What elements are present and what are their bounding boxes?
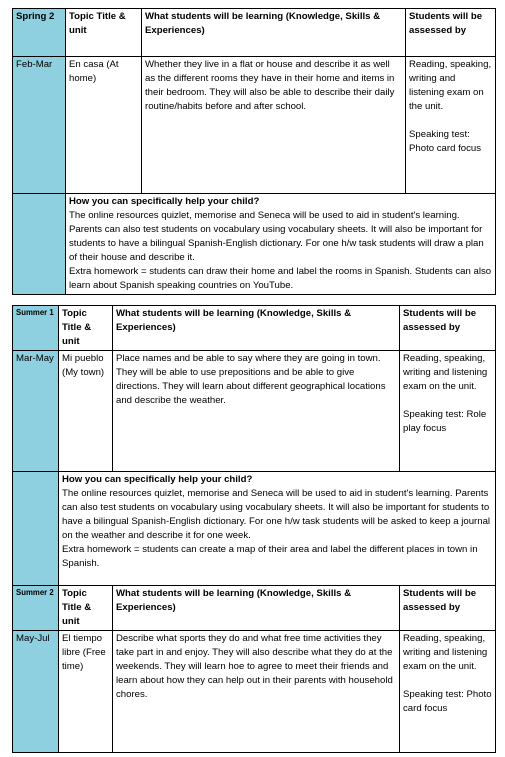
help-body: The online resources quizlet, memorise and Seneca will be used to aid in student's learning. Parents can also test students on vocabulary using vocabulary sheets. It will also be important for students to have a bilingual Spanish-English dictionary. For one h/w task students will draw a plan of their house and describe it. [69,210,484,263]
topic-header: Topic Title & unit [59,306,113,351]
help-margin [13,194,66,295]
assessment-text: Reading, speaking, writing and listening exam on the unit. [409,59,492,112]
topic-cell: Mi pueblo (My town) [59,351,113,472]
unit-row [13,631,496,753]
topic-header: Topic Title & unit [66,9,142,57]
spring2-table [12,8,496,295]
term-label: Spring 2 [13,9,66,57]
learning-cell: Place names and be able to say where they are going in town. They will be able to use prepositions and be able to give directions. They will learn about different geographical locations and describe the weather. [113,351,400,472]
term-label: Summer 1 [13,306,59,351]
help-title: How you can specifically help your child? [69,196,260,207]
learning-header: What students will be learning (Knowledge, Skills & Experiences) [142,9,406,57]
assessed-header: Students will be assessed by [406,9,496,57]
assessed-header: Students will be assessed by [400,586,496,631]
assessed-header: Students will be assessed by [400,306,496,351]
period-label: Feb-Mar [13,57,66,194]
learning-cell: Describe what sports they do and what free time activities they take part in and enjoy. They will also describe what they do at the weekends. They will learn hoe to agree to meet their friends and learn about how they can help out in their parents with household chores. [113,631,400,753]
learning-header: What students will be learning (Knowledge, Skills & Experiences) [113,306,400,351]
help-extra: Extra homework = students can create a map of their area and label the different places in town in Spanish. [62,544,478,569]
unit-row [13,351,496,472]
speaking-test-text: Speaking test: Photo card focus [409,129,481,154]
learning-header: What students will be learning (Knowledge, Skills & Experiences) [113,586,400,631]
header-row [13,306,496,351]
period-label: Mar-May [13,351,59,472]
assessed-cell [400,351,496,472]
help-cell [66,194,496,295]
header-row [13,9,496,57]
period-label: May-Jul [13,631,59,753]
assessment-text: Reading, speaking, writing and listening exam on the unit. [403,633,488,672]
help-body: The online resources quizlet, memorise and Seneca will be used to aid in student's learning. Parents can also test students on vocabulary using vocabulary sheets. It will also be important for students to have a bilingual Spanish-English dictionary. For one h/w task students will be asked to keep a journal on the weather and describe it for one week. [62,488,491,541]
help-row [13,194,496,295]
help-row [13,472,496,586]
assessment-text: Reading, speaking, writing and listening exam on the unit. [403,353,488,392]
assessed-cell [400,631,496,753]
term-label: Summer 2 [13,586,59,631]
unit-row [13,57,496,194]
header-row [13,586,496,631]
speaking-test-text: Speaking test: Role play focus [403,409,487,434]
summer-table [12,305,496,753]
help-extra: Extra homework = students can draw their home and label the rooms in Spanish. Students can also learn about Spanish speaking countries on YouTube. [69,266,492,291]
topic-header: Topic Title & unit [59,586,113,631]
speaking-test-text: Speaking test: Photo card focus [403,689,492,714]
help-title: How you can specifically help your child? [62,474,253,485]
help-margin [13,472,59,586]
topic-cell: El tiempo libre (Free time) [59,631,113,753]
learning-cell: Whether they live in a flat or house and describe it as well as the different rooms they have in their home and items in their bedroom. They will also be able to describe their daily routine/habits before and after school. [142,57,406,194]
help-cell [59,472,496,586]
assessed-cell [406,57,496,194]
topic-cell: En casa (At home) [66,57,142,194]
